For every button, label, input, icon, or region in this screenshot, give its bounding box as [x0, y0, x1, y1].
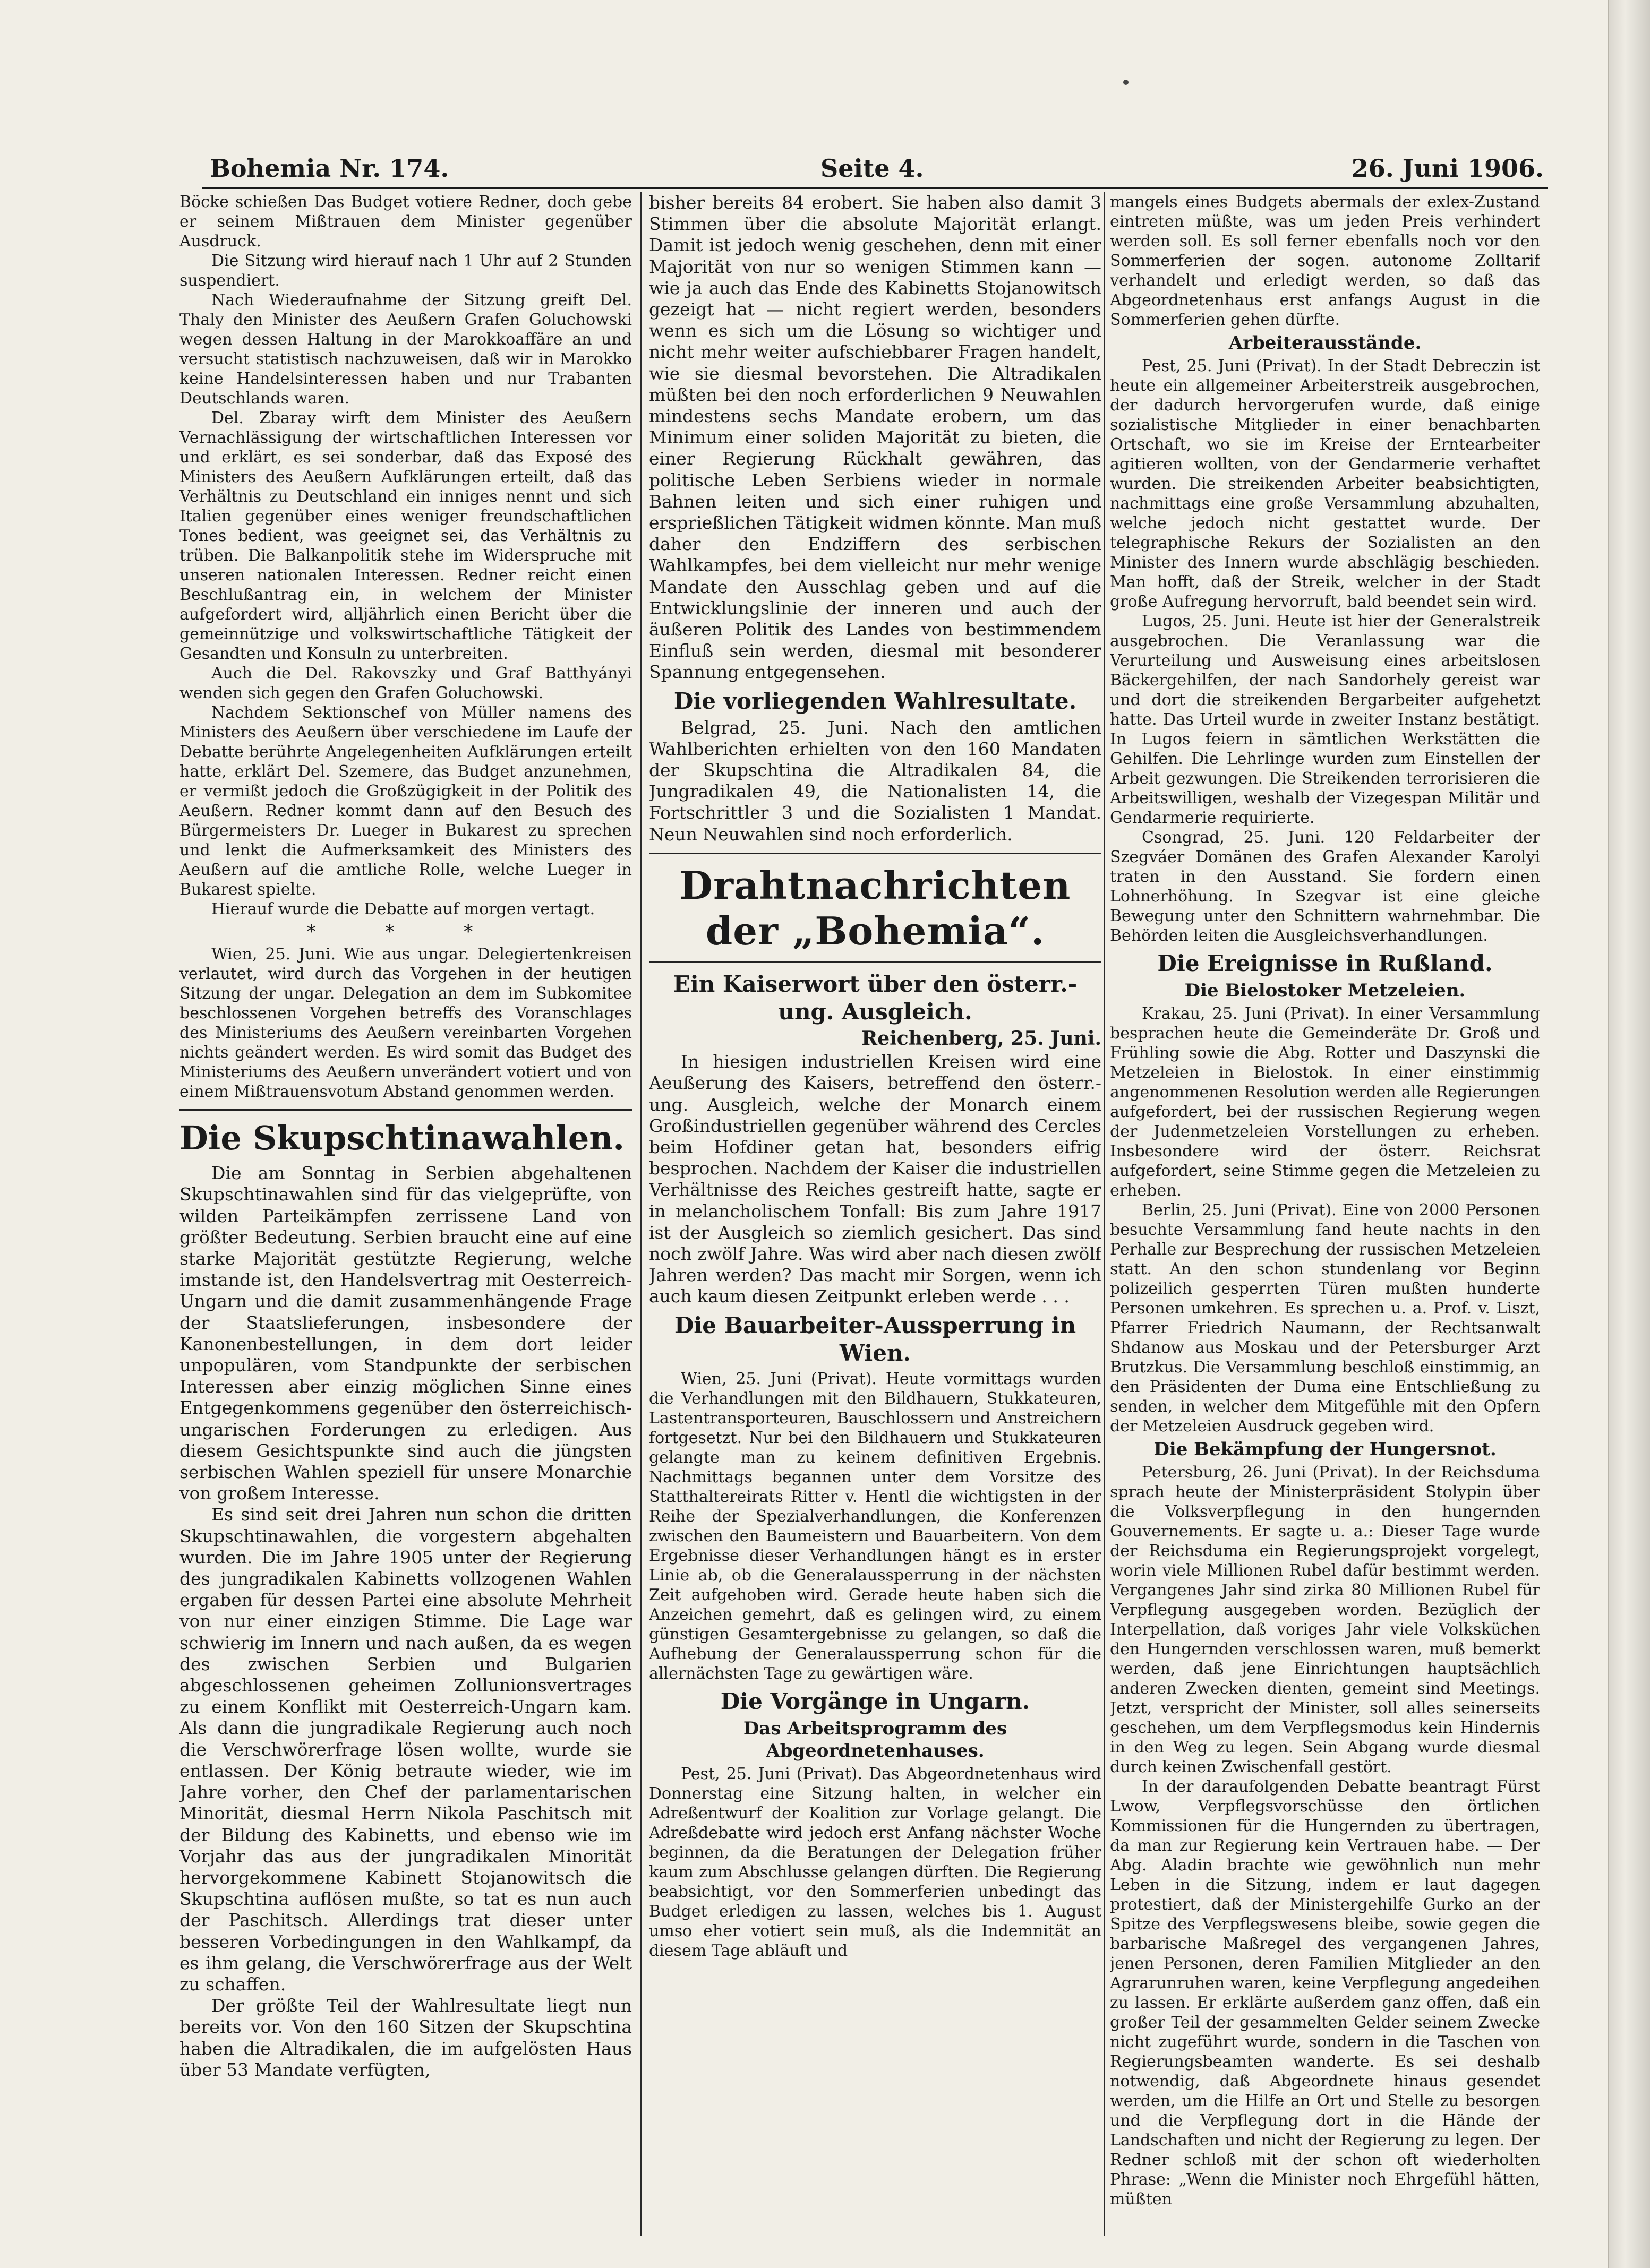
column-rule-1: [640, 192, 642, 2236]
section-headline: Die vorliegenden Wahlresultate.: [673, 688, 1077, 714]
paragraph: Csongrad, 25. Juni. 120 Feldarbeiter der Szegváer Domänen des Grafen Alexander Karolyi traten in den Ausstand. Sie fordern einen Lohnerhöhung. In Szegvar ist eine gleiche Bewegung unter den Schnittern wahrnehmbar. Die Behörden leiten die Ausgleichsverhandlungen.: [1110, 828, 1540, 945]
paragraph: bisher bereits 84 erobert. Sie haben also damit 3 Stimmen über die absolute Majorität erlangt. Damit ist jedoch wenig geschehen, denn mit einer Majorität von nur so wenigen Stimmen kann — wie ja auch das Ende des Kabinetts Stojanowitsch gezeigt hat — nicht regiert werden, besonders wenn es sich um die Lösung so wichtiger und nicht mehr weiter aufschiebbarer Fragen handelt, wie sie diesmal bevorstehen. Die Altradikalen müßten bei den noch erforderlichen 9 Neuwahlen mindestens sechs Mandate erobern, um das Minimum einer soliden Majorität zu bieten, die einer Regierung Rückhalt gewähren, das politische Leben Serbiens wieder in normale Bahnen leiten und sich einer ruhigen und ersprießlichen Tätigkeit widmen könnte. Man muß daher den Endziffern des serbischen Wahlkampfes, bei dem vielleicht nur mehr wenige Mandate den Ausschlag geben und auf die Entwicklungslinie der inneren und auch der äußeren Politik des Landes von bestimmendem Einfluß sein werden, diesmal mit besonderer Spannung entgegensehen.: [649, 192, 1101, 683]
paragraph: Die Sitzung wird hierauf nach 1 Uhr auf 2 Stunden suspendiert.: [179, 252, 632, 290]
section-stars: * * *: [306, 921, 505, 942]
header-left: Bohemia Nr. 174.: [210, 154, 449, 183]
header-date: 26. Juni 1906.: [1351, 154, 1544, 183]
paragraph: In der daraufolgenden Debatte beantragt Fürst Lwow, Verpflegsvorschüsse den örtlichen Kommissionen für die Hungernden zu übertragen, da man zur Regierung kein Vertrauen habe. — Der Abg. Aladin brachte wie gewöhnlich nun mehr Leben in die Sitzung, indem er laut dagegen protestiert, daß der Ministergehilfe Gurko an der Spitze des Verpflegswesens bleibe, sowie gegen die barbarische Maßregel des vergangenen Jahres, jenen Personen, deren Familien Mitglieder an den Agrarunruhen waren, keine Verpflegung angedeihen zu lassen. Er erklärte außerdem ganz offen, daß ein großer Teil der gesammelten Gelder seinem Zwecke nicht zugeführt wurde, sondern in die Taschen von Regierungsbeamten wanderte. Es sei deshalb notwendig, daß Abgeordnete hinaus gesendet werden, um die Hilfe an Ort und Stelle zu besorgen und die Verpflegung dort in die Hände der Landschaften und nicht der Regierung zu legen. Der Redner schloß mit der schon oft wiederholten Phrase: „Wenn die Minister noch Ehrgefühl hätten, müßten: [1110, 1777, 1540, 2209]
column-rule-2: [1104, 192, 1105, 2236]
paragraph: Berlin, 25. Juni (Privat). Eine von 2000 Personen besuchte Versammlung fand heute nachts in den Perhalle zur Besprechung der russischen Metzeleien statt. An den schon stundenlang vor Beginn polizeilich gesperrten Türen mußten hunderte Personen umkehren. Es sprechen u. a. Prof. v. Liszt, Pfarrer Friedrich Naumann, der Rechtsanwalt Shdanow aus Moskau und der Petersburger Arzt Brutzkus. Die Versammlung beschloß einstimmig, an den Präsidenten der Duma eine Entschließung zu senden, in welcher dem Mitgefühle mit den Opfern der Metzeleien Ausdruck gegeben wird.: [1110, 1201, 1540, 1436]
header-page-number: Seite 4.: [820, 154, 924, 183]
sub-headline: Die Bielostoker Metzeleien.: [1184, 980, 1466, 1001]
paragraph: Nach Wiederaufnahme der Sitzung greift Del. Thaly den Minister des Aeußern Grafen Goluchowski wegen dessen Haltung in der Marokkoaffäre an und versucht statistisch nachzuweisen, daß wir in Marokko keine Handelsinteressen haben und nur Trabanten Deutschlands waren.: [179, 291, 632, 408]
column-1: [179, 192, 632, 2236]
paragraph: Pest, 25. Juni (Privat). Das Abgeordnetenhaus wird Donnerstag eine Sitzung halten, in welcher ein Adreßentwurf der Koalition zur Vorlage gelangt. Die Adreßdebatte wird jedoch erst Anfang nächster Woche beginnen, da die Beratungen der Delegation früher kaum zum Abschlusse gelangen dürften. Die Regierung beabsichtigt, vor den Sommerferien unbedingt das Budget erledigen zu lassen, welches bis 1. August umso eher votiert sein muß, als die Indemnität an diesem Tage abläuft und: [649, 1764, 1101, 1960]
sub-headline: Die Bekämpfung der Hungersnot.: [1153, 1439, 1497, 1460]
section-headline: Die Ereignisse in Rußland.: [1157, 950, 1493, 976]
paragraph: mangels eines Budgets abermals der exlex-Zustand eintreten müßte, was um jeden Preis verhindert werden soll. Es soll ferner ebenfalls noch vor den Sommerferien der sogen. autonome Zolltarif verhandelt und erledigt werden, so daß das Abgeordnetenhaus erst anfangs August in die Sommerferien gehen dürfte.: [1110, 193, 1540, 329]
article-headline: Die Skupschtinawahlen.: [179, 1119, 625, 1158]
sub-headline: Das Arbeitsprogramm des Abgeordnetenhauses.: [743, 1717, 1007, 1762]
section-divider: [179, 1109, 632, 1111]
paragraph: Del. Zbaray wirft dem Minister des Aeußern Vernachlässigung der wirtschaftlichen Interessen vor und erklärt, es sei sonderbar, daß das Exposé des Ministers des Aeußern Aufklärungen erteilt, daß das Verhältnis zu Deutschland ein inniges nennt und sich Italien gegenüber eines weniger freundschaftlichen Tones bedient, was geeignet sei, das Verhältnis zu trüben. Die Balkanpolitik stehe im Widerspruche mit unseren nationalen Interessen. Redner reicht einen Beschlußantrag ein, in welchem der Minister aufgefordert wird, alljährlich einen Bericht über die gemeinnützige und volkswirtschaftliche Tätigkeit der Gesandten und Konsuln zu unterbreiten.: [179, 409, 632, 663]
scan-speck: [1123, 80, 1129, 85]
paragraph: Der größte Teil der Wahlresultate liegt nun bereits vor. Von den 160 Sitzen der Skupschtina haben die Altradikalen, die im aufgelösten Haus über 53 Mandate verfügten,: [179, 1995, 632, 2080]
section-headline: Die Vorgänge in Ungarn.: [720, 1688, 1030, 1714]
paragraph: Wien, 25. Juni. Wie aus ungar. Delegiertenkreisen verlautet, wird durch das Vorgehen in der heutigen Sitzung der ungar. Delegation an dem im Subkomitee beschlossenen Vorgehen betreffs des Voranschlages des Ministeriums des Aeußern vereinbarten Vorgehen nichts geändert werden. Es wird somit das Budget des Ministeriums des Aeußern unverändert votiert und von einem Mißtrauensvotum Abstand genommen werden.: [179, 945, 632, 1102]
paragraph: Petersburg, 26. Juni (Privat). In der Reichsduma sprach heute der Ministerpräsident Stolypin über die Volksverpflegung in den hungernden Gouvernements. Er sagte u. a.: Dieser Tage wurde der Reichsduma ein Regierungsprojekt vorgelegt, worin viele Millionen Rubel dafür bestimmt werden. Vergangenes Jahr sind zirka 80 Millionen Rubel für Verpflegung ausgegeben worden. Bezüglich der Interpellation, daß voriges Jahr viele Volksküchen den Hungernden verschlossen waren, muß bemerkt werden, daß jene Einrichtungen hauptsächlich anderen Zwecken dienten, gemeint sind Meetings. Jetzt, verspricht der Minister, soll alles seinerseits geschehen, um dem Verpflegsmodus kein Hindernis in den Weg zu legen. Sein Abgang wurde diesmal durch keinen Zwischenfall gestört.: [1110, 1463, 1540, 1776]
paragraph: Die am Sonntag in Serbien abgehaltenen Skupschtinawahlen sind für das vielgeprüfte, von wilden Parteikämpfen zerrissene Land von größter Bedeutung. Serbien braucht eine auf eine starke Majorität gestützte Regierung, welche imstande ist, den Handelsvertrag mit Oesterreich-Ungarn und die damit zusammenhängende Frage der Staatslieferungen, insbesondere der Kanonenbestellungen, in dem dort leider unpopulären, vom Standpunkte der serbischen Interessen aber einzig möglichen Sinne eines Entgegenkommens gegenüber den österreichisch-ungarischen Forderungen zu erledigen. Aus diesem Gesichtspunkte sind auch die jüngsten serbischen Wahlen speziell für unsere Monarchie von großem Interesse.: [179, 1163, 632, 1504]
dateline: Reichenberg, 25. Juni.: [861, 1027, 1101, 1050]
paragraph: Krakau, 25. Juni (Privat). In einer Versammlung besprachen heute die Gemeinderäte Dr. Groß und Frühling sowie die Abg. Rotter und Daszynski die Metzeleien in Bielostok. In einer einstimmig angenommenen Resolution werden alle Regierungen aufgefordert, bei der russischen Regierung wegen der Judenmetzeleien Vorstellungen zu erheben. Insbesondere wird der österr. Reichsrat aufgefordert, seine Stimme gegen die Metzeleien zu erheben.: [1110, 1004, 1540, 1200]
paragraph: Lugos, 25. Juni. Heute ist hier der Generalstreik ausgebrochen. Die Veranlassung war die Verurteilung und Ausweisung eines arbeitslosen Bäckergehilfen, der nach Sandorhely gereist war und dort die streikenden Bergarbeiter aufgehetzt hatte. Das Urteil wurde in zweiter Instanz bestätigt. In Lugos feiern in sämtlichen Werkstätten die Gehilfen. Die Lehrlinge wurden zum Einstellen der Arbeit gezwungen. Die Streikenden terrorisieren die Arbeitswilligen, weshalb der Vizegespan Militär und Gendarmerie requirierte.: [1110, 612, 1540, 827]
paragraph: Nachdem Sektionschef von Müller namens des Ministers des Aeußern über verschiedene im Laufe der Debatte berührte Angelegenheiten Aufklärungen erteilt hatte, erklärt Del. Szemere, das Budget anzunehmen, er vermißt jedoch die Großzügigkeit in der Politik des Aeußern. Redner kommt dann auf den Besuch des Bürgermeisters Dr. Lueger in Bukarest zu sprechen und lenkt die Aufmerksamkeit des Ministers des Aeußern auf die amtliche Rolle, welche Lueger in Bukarest spielte.: [179, 703, 632, 899]
section-headline: Ein Kaiserwort über den österr.-ung. Ausgleich.: [673, 970, 1078, 1025]
paragraph: Böcke schießen Das Budget votiere Redner, doch gebe er seinem Mißtrauen dem Minister gegenüber Ausdruck.: [179, 193, 632, 251]
paragraph: Auch die Del. Rakovszky und Graf Batthyányi wenden sich gegen den Grafen Goluchowski.: [179, 664, 632, 702]
paragraph: Hierauf wurde die Debatte auf morgen vertagt.: [211, 900, 595, 918]
telegram-masthead: Drahtnachrichten der „Bohemia“.: [679, 862, 1071, 953]
paragraph: Belgrad, 25. Juni. Nach den amtlichen Wahlberichten erhielten von den 160 Mandaten der Skupschtina die Altradikalen 84, die Jungradikalen 49, die Nationalisten 14, die Fortschrittler 3 und die Sozialisten 1 Mandat. Neun Neuwahlen sind noch erforderlich.: [649, 717, 1101, 845]
page-header: [210, 154, 1544, 186]
paragraph: Es sind seit drei Jahren nun schon die dritten Skupschtinawahlen, die vorgestern abgehalten wurden. Die im Jahre 1905 unter der Regierung des jungradikalen Kabinetts vollzogenen Wahlen ergaben für dessen Partei eine absolute Mehrheit von nur einer einzigen Stimme. Die Lage war schwierig im Innern und nach außen, da es wegen des zwischen Serbien und Bulgarien abgeschlossenen geheimen Zollunionsvertrages zu einem Konflikt mit Oesterreich-Ungarn kam. Als dann die jungradikale Regierung auch noch die Verschwörerfrage lösen wollte, wurde sie entlassen. Der König betraute wieder, wie im Jahre vorher, den Chef der parlamentarischen Minorität, diesmal Herrn Nikola Paschitsch mit der Bildung des Kabinetts, und ebenso wie im Vorjahr das aus der jungradikalen Minorität hervorgekommene Kabinett Stojanowitsch die Skupschtina auflösen mußte, so tat es nun auch der Paschitsch. Allerdings trat dieser unter besseren Vorbedingungen in den Wahlkampf, da es ihm gelang, die Verschwörerfrage aus der Welt zu schaffen.: [179, 1504, 632, 1995]
section-divider: [649, 961, 1101, 963]
paragraph: In hiesigen industriellen Kreisen wird eine Aeußerung des Kaisers, betreffend den österr.-ung. Ausgleich, welche der Monarch einem Großindustriellen gegenüber während des Cercles beim Hofdiner getan hat, besonders eifrig besprochen. Nachdem der Kaiser die industriellen Verhältnisse des Reiches gestreift hatte, sagte er in melancholischem Tonfall: Bis zum Jahre 1917 ist der Ausgleich so ziemlich gesichert. Das sind noch zwölf Jahre. Was wird aber nach diesen zwölf Jahren werden? Das macht mir Sorgen, wenn ich auch kaum diesen Zeitpunkt erleben werde . . .: [649, 1051, 1101, 1307]
column-2: [649, 192, 1101, 2236]
section-headline: Die Bauarbeiter-Aussperrung in Wien.: [674, 1312, 1076, 1366]
paragraph: Pest, 25. Juni (Privat). In der Stadt Debreczin ist heute ein allgemeiner Arbeiterstreik ausgebrochen, der dadurch hervorgerufen wurde, daß einige sozialistische Mitglieder in einer benachbarten Ortschaft, wo sie im Kreise der Erntearbeiter agitieren wollten, von der Gendarmerie verhaftet wurden. Die streikenden Arbeiter beabsichtigten, nachmittags eine große Versammlung abzuhalten, welche jedoch nicht gestattet wurde. Der telegraphische Rekurs der Sozialisten an den Minister des Innern wurde abschlägig beschieden. Man hofft, daß der Streik, welcher in der Stadt große Aufregung hervorruft, bald beendet sein wird.: [1110, 357, 1540, 611]
delegation-report: [179, 192, 632, 1102]
header-rule: [202, 187, 1548, 189]
section-headline: Arbeiterausstände.: [1228, 332, 1422, 354]
column-3: [1110, 192, 1540, 2236]
scan-edge: [1608, 0, 1650, 2268]
paragraph: Wien, 25. Juni (Privat). Heute vormittags wurden die Verhandlungen mit den Bildhauern, Stukkateuren, Lastentransporteuren, Bauschlossern und Anstreichern fortgesetzt. Nur bei den Bildhauern und Stukkateuren gelangte man zu keinem definitiven Ergebnis. Nachmittags begannen unter dem Vorsitze des Statthaltereirats Ritter v. Hentl die wichtigsten in der Reihe der Spezialverhandlungen, die Konferenzen zwischen den Baumeistern und Bauarbeitern. Von dem Ergebnisse dieser Verhandlungen hängt es in erster Linie ab, ob die Generalaussperrung in der nächsten Zeit aufgehoben wird. Gerade heute haben sich die Anzeichen gemehrt, daß es gelingen wird, zu einem günstigen Gesamtergebnisse zu gelangen, so daß die Aufhebung der Generalaussperrung schon für die allernächsten Tage zu gewärtigen wäre.: [649, 1369, 1101, 1683]
section-divider: [649, 853, 1101, 854]
